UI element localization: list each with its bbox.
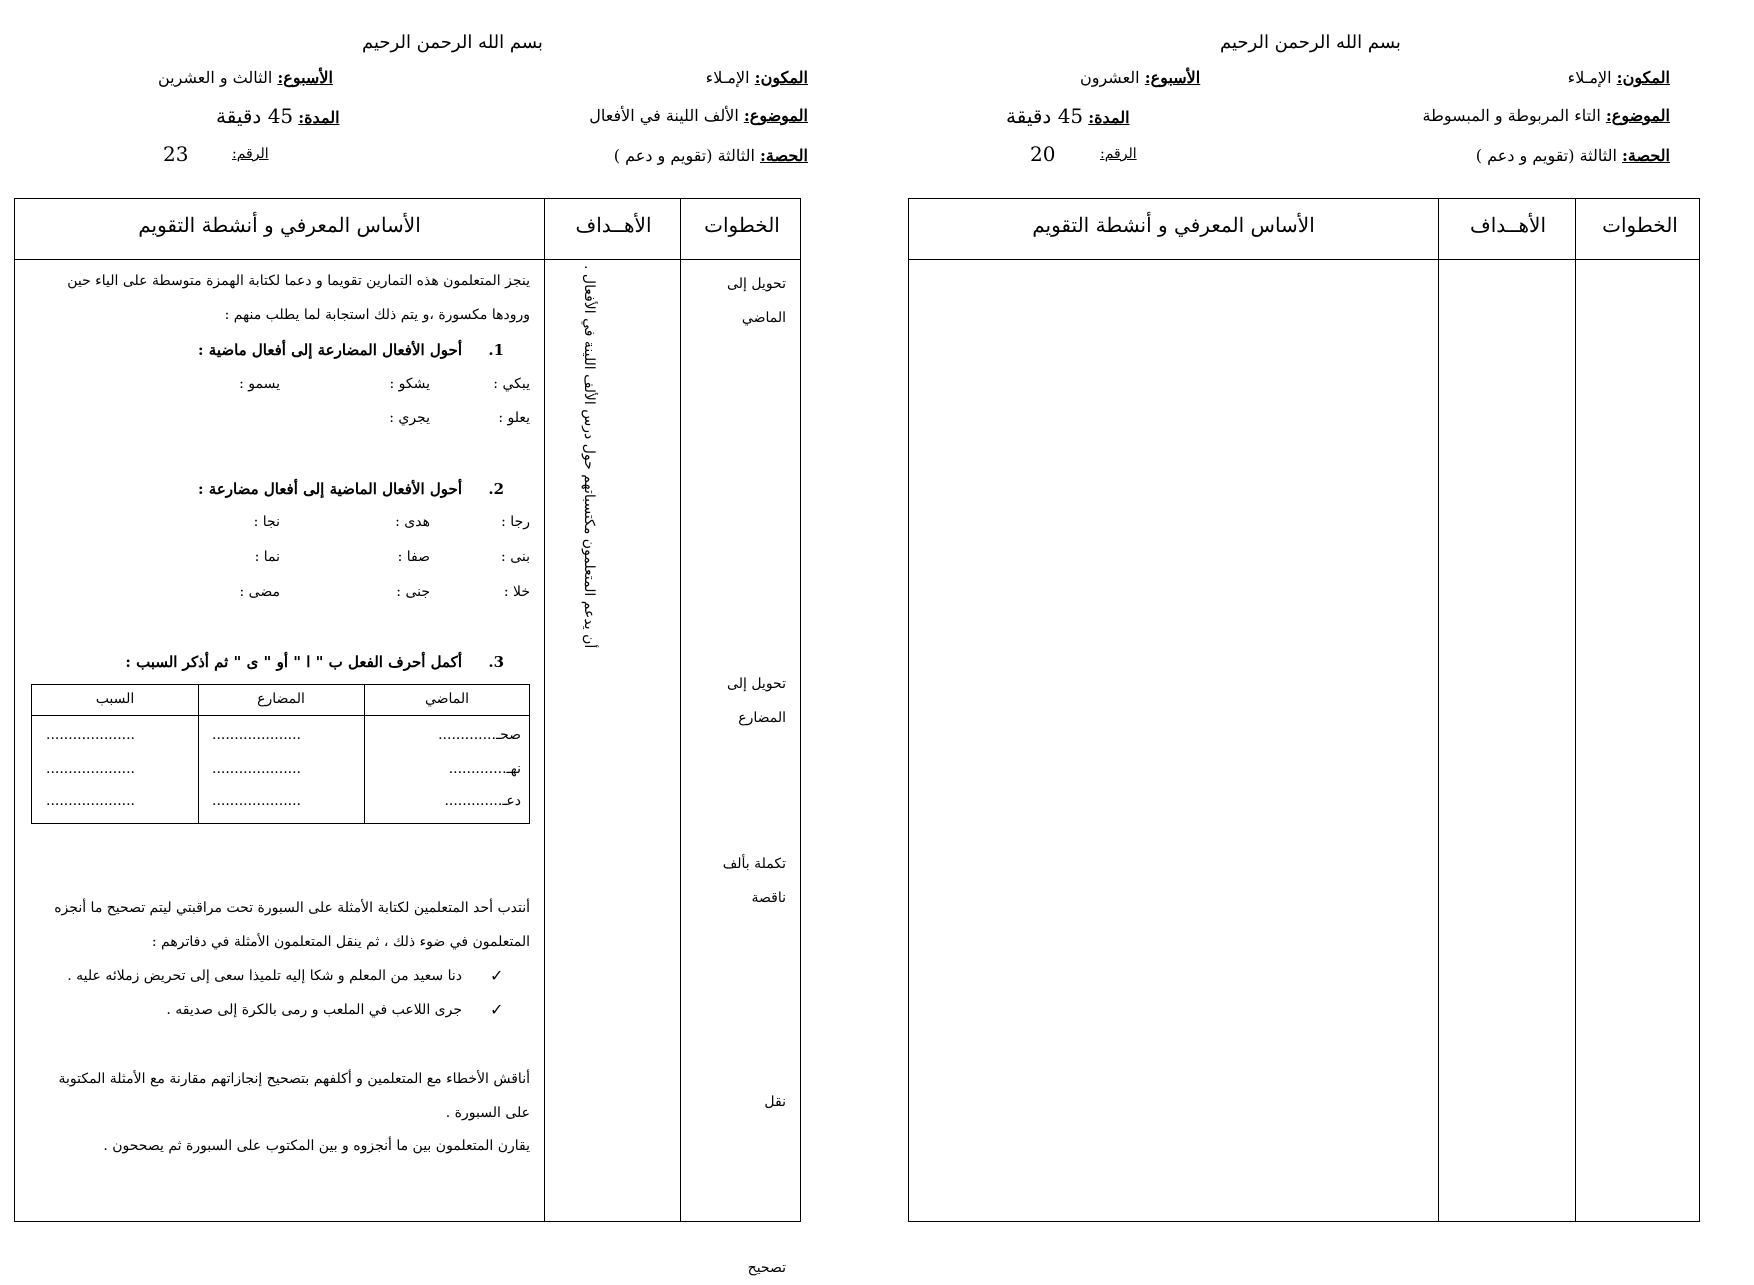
topic-label: الموضوع:	[1605, 106, 1670, 125]
component-value: الإمـلاء	[705, 68, 750, 87]
topic-label: الموضوع:	[743, 106, 808, 125]
mini-header-reason: السبب	[95, 691, 135, 707]
intro-line2: ورودها مكسورة ،و يتم ذلك استجابة لما يطلب منهم :	[224, 307, 530, 323]
header-divider	[15, 259, 800, 260]
number-label: الرقم:	[232, 146, 269, 162]
mini-header-past: الماضي	[424, 691, 470, 707]
column-divider	[544, 199, 545, 1221]
duration-label: المدة:	[298, 108, 340, 127]
component-label: المكون:	[1616, 68, 1670, 87]
column-divider	[1575, 199, 1576, 1221]
col-goals-header: الأهــداف	[575, 213, 652, 237]
duration-value: 45 دقيقة	[1006, 104, 1084, 128]
copy-line1: أنتدب أحد المتعلمين لكتابة الأمثلة على السبورة تحت مراقبتي ليتم تصحيح ما أنجزه	[54, 900, 530, 916]
mini-cell: ....................	[46, 727, 136, 743]
ex1-word: يشكو :	[389, 376, 430, 392]
ex2-word: مضى :	[239, 584, 280, 600]
step-2	[727, 667, 786, 735]
ex1-num: 1.	[488, 341, 504, 359]
step-3-line1: تكملة بألف	[722, 856, 786, 872]
step-2-line2: المضارع	[738, 710, 786, 726]
ex1-word: يعلو :	[498, 410, 530, 426]
step-3-line2: ناقصة	[751, 890, 786, 906]
session-label: الحصة:	[759, 146, 808, 165]
step-3	[723, 847, 786, 915]
duration-value: 45 دقيقة	[216, 104, 294, 128]
mini-cell: ....................	[46, 761, 136, 777]
mini-cell: دعـ.............	[444, 793, 521, 809]
topic-value: الألف اللينة في الأفعال	[589, 106, 739, 125]
example-sentence-2: جرى اللاعب في الملعب و رمى بالكرة إلى صديقه .	[166, 1002, 462, 1018]
col-content-header: الأساس المعرفي و أنشطة التقويم	[1032, 213, 1315, 237]
ex2-title: أحول الأفعال الماضية إلى أفعال مضارعة :	[198, 480, 462, 498]
ex1-word: يبكي :	[493, 376, 530, 392]
completion-table	[31, 684, 530, 824]
ex2-word: نجا :	[253, 514, 280, 530]
number-value: 23	[163, 142, 189, 166]
number-field	[232, 146, 269, 162]
component-field	[706, 68, 808, 87]
component-label: المكون:	[754, 68, 808, 87]
component-value: الإمـلاء	[1567, 68, 1612, 87]
mini-cell: ....................	[212, 727, 302, 743]
col-steps-header: الخطوات	[704, 213, 780, 237]
ex1-word: يجري :	[389, 410, 430, 426]
session-field	[614, 146, 808, 165]
ex2-word: هدى :	[395, 514, 430, 530]
lesson-table	[908, 198, 1700, 1222]
basmala: بسم الله الرحمن الرحيم	[1220, 32, 1401, 53]
copy-line2: المتعلمون في ضوء ذلك ، ثم ينقل المتعلمون الأمثلة في دفاترهم :	[151, 934, 530, 950]
step-5	[748, 1251, 786, 1285]
mini-cell: صحـ.............	[438, 727, 521, 743]
header-divider	[909, 259, 1699, 260]
session-label: الحصة:	[1621, 146, 1670, 165]
ex2-word: جنى :	[396, 584, 430, 600]
ex1-title: أحول الأفعال المضارعة إلى أفعال ماضية :	[198, 341, 462, 359]
mini-header-present: المضارع	[257, 691, 305, 707]
step-2-line1: تحويل إلى	[727, 676, 786, 692]
number-label: الرقم:	[1100, 146, 1137, 162]
ex3-title: أكمل أحرف الفعل ب " ا " أو " ى " ثم أذكر السبب :	[125, 653, 462, 671]
column-divider	[680, 199, 681, 1221]
step-5-line1: تصحيح	[747, 1260, 786, 1276]
ex2-word: خلا :	[503, 584, 530, 600]
basmala: بسم الله الرحمن الرحيم	[362, 32, 543, 53]
number-value: 20	[1030, 142, 1056, 166]
left-page	[0, 0, 810, 1276]
step-4-line1: نقل	[764, 1094, 786, 1110]
goal-text: أن يدعم المتعلمون مكتسباتهم حول درس الألف اللينة في الأفعال .	[581, 265, 597, 649]
correct-line1: أناقش الأخطاء مع المتعلمين و أكلفهم بتصحيح إنجازاتهم مقارنة مع الأمثلة المكتوبة	[58, 1071, 530, 1087]
step-1-line2: الماضي	[741, 310, 786, 326]
topic-value: التاء المربوطة و المبسوطة	[1422, 106, 1601, 125]
duration-field	[1006, 104, 1130, 128]
session-value: الثالثة (تقويم و دعم )	[1475, 146, 1617, 165]
correct-line3: يقارن المتعلمون بين ما أنجزوه و بين المكتوب على السبورة ثم يصححون .	[103, 1138, 530, 1154]
step-1-line1: تحويل إلى	[727, 276, 786, 292]
intro-line1: ينجز المتعلمون هذه التمارين تقويما و دعما لكتابة الهمزة متوسطة على الياء حين	[67, 273, 530, 289]
step-1	[727, 267, 786, 335]
example-sentence-1: دنا سعيد من المعلم و شكا إليه تلميذا سعى إلى تحريض زملائه عليه .	[67, 968, 462, 984]
right-page	[890, 0, 1710, 1240]
mini-header-divider	[32, 715, 529, 716]
column-divider	[1438, 199, 1439, 1221]
ex2-num: 2.	[488, 480, 504, 498]
session-field	[1476, 146, 1670, 165]
week-label: الأسبوع:	[277, 68, 333, 87]
mini-cell: ....................	[212, 761, 302, 777]
week-field	[1080, 68, 1200, 87]
ex3-num: 3.	[488, 653, 504, 671]
duration-field	[216, 104, 340, 128]
mini-cell: نهـ.............	[448, 761, 521, 777]
week-field	[158, 68, 333, 87]
week-value: الثالث و العشرين	[158, 68, 273, 87]
step-4	[764, 1085, 786, 1119]
ex2-word: صفا :	[397, 549, 430, 565]
col-content-header: الأساس المعرفي و أنشطة التقويم	[138, 213, 421, 237]
checkmark-icon: ✓	[490, 966, 504, 985]
correct-line2: على السبورة .	[445, 1105, 530, 1121]
topic-field	[1423, 106, 1670, 125]
ex1-word: يسمو :	[239, 376, 280, 392]
session-value: الثالثة (تقويم و دعم )	[613, 146, 755, 165]
col-goals-header: الأهــداف	[1469, 213, 1546, 237]
component-field	[1568, 68, 1670, 87]
week-label: الأسبوع:	[1144, 68, 1201, 87]
topic-field	[589, 106, 808, 125]
mini-cell: ....................	[46, 793, 136, 809]
col-steps-header: الخطوات	[1602, 213, 1678, 237]
number-field	[1100, 146, 1137, 162]
checkmark-icon: ✓	[490, 1000, 504, 1019]
week-value: العشرون	[1080, 68, 1140, 87]
mini-cell: ....................	[212, 793, 302, 809]
ex2-word: رجا :	[501, 514, 530, 530]
ex2-word: نما :	[254, 549, 280, 565]
ex2-word: بنى :	[501, 549, 530, 565]
duration-label: المدة:	[1088, 108, 1130, 127]
